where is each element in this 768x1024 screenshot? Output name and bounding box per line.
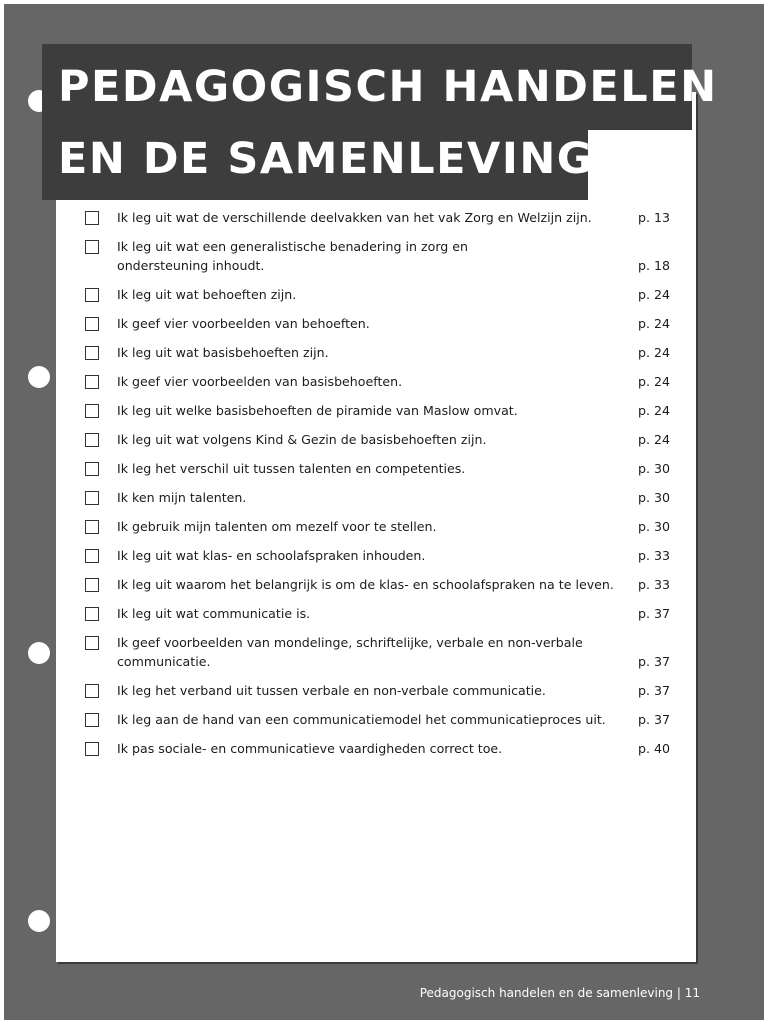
checkbox[interactable] [85,433,99,447]
checklist-item [82,237,670,275]
page-reference: p. 37 [637,712,670,727]
page-reference: p. 24 [637,403,670,418]
checklist-item [82,739,670,758]
page-reference: p. 30 [637,519,670,534]
checklist-item [82,517,670,536]
checkbox[interactable] [85,491,99,505]
checkbox[interactable] [85,713,99,727]
checkbox[interactable] [85,636,99,650]
page-reference: p. 37 [637,654,670,669]
checkbox[interactable] [85,375,99,389]
page-reference: p. 13 [637,210,670,225]
checkbox[interactable] [85,317,99,331]
checklist-item-text: Ik pas sociale- en communicatieve vaardigheden correct toe. [117,741,503,756]
checkbox[interactable] [85,240,99,254]
checklist-item-text: Ik geef voorbeelden van mondelinge, schriftelijke, verbale en non-verbale communicatie. [117,635,583,669]
checklist-item [82,488,670,507]
checklist-item [82,314,670,333]
page-title-line-1: PEDAGOGISCH HANDELEN [42,44,692,130]
page-reference: p. 24 [637,316,670,331]
checklist-item [82,710,670,729]
page-reference: p. 18 [637,258,670,273]
page-reference: p. 30 [637,461,670,476]
checkbox[interactable] [85,578,99,592]
checklist-item-text: Ik geef vier voorbeelden van basisbehoeften. [117,374,403,389]
page-reference: p. 33 [637,577,670,592]
checklist-item [82,372,670,391]
punch-hole [28,910,50,932]
checklist-item-text: Ik leg uit wat communicatie is. [117,606,311,621]
checklist-item-text: Ik leg uit wat klas- en schoolafspraken inhouden. [117,548,426,563]
page-reference: p. 37 [637,683,670,698]
page-reference: p. 24 [637,432,670,447]
checklist-item-text: Ik leg uit wat volgens Kind & Gezin de basisbehoeften zijn. [117,432,487,447]
checklist-item [82,633,670,671]
checklist-item [82,208,670,227]
checklist-item-text: Ik leg uit wat een generalistische benadering in zorg en ondersteuning inhoudt. [117,239,469,273]
checkbox[interactable] [85,288,99,302]
page-reference: p. 40 [637,741,670,756]
checklist-item [82,343,670,362]
checklist-item-text: Ik leg uit wat basisbehoeften zijn. [117,345,329,360]
page-reference: p. 33 [637,548,670,563]
checklist-item [82,401,670,420]
checkbox[interactable] [85,346,99,360]
checklist-item [82,285,670,304]
checklist-item-text: Ik leg aan de hand van een communicatiemodel het communicatieproces uit. [117,712,606,727]
page-reference: p. 24 [637,374,670,389]
checkbox[interactable] [85,520,99,534]
checklist-item [82,459,670,478]
page-reference: p. 24 [637,345,670,360]
checklist-item-text: Ik gebruik mijn talenten om mezelf voor te stellen. [117,519,437,534]
checklist-item-text: Ik leg uit waarom het belangrijk is om de klas- en schoolafspraken na te leven. [117,577,614,592]
checklist-item-text: Ik ken mijn talenten. [117,490,247,505]
checkbox[interactable] [85,549,99,563]
page-reference: p. 37 [637,606,670,621]
checklist-item-text: Ik leg het verschil uit tussen talenten en competenties. [117,461,466,476]
punch-hole [28,642,50,664]
checklist [82,208,670,758]
checklist-item-text: Ik leg het verband uit tussen verbale en non-verbale communicatie. [117,683,546,698]
checkbox[interactable] [85,211,99,225]
checklist-item-text: Ik leg uit wat de verschillende deelvakken van het vak Zorg en Welzijn zijn. [117,210,592,225]
checklist-item-text: Ik geef vier voorbeelden van behoeften. [117,316,370,331]
checkbox[interactable] [85,607,99,621]
checklist-item [82,546,670,565]
checklist-item [82,681,670,700]
checkbox[interactable] [85,404,99,418]
page-title-line-2: EN DE SAMENLEVING [42,128,588,200]
checkbox[interactable] [85,462,99,476]
checkbox[interactable] [85,684,99,698]
punch-hole [28,366,50,388]
checklist-item-text: Ik leg uit wat behoeften zijn. [117,287,297,302]
checklist-item-text: Ik leg uit welke basisbehoeften de piramide van Maslow omvat. [117,403,518,418]
checklist-item [82,604,670,623]
checkbox[interactable] [85,742,99,756]
page-reference: p. 24 [637,287,670,302]
checklist-item [82,430,670,449]
page-footer: Pedagogisch handelen en de samenleving | 11 [419,986,700,1000]
checklist-item [82,575,670,594]
page-reference: p. 30 [637,490,670,505]
